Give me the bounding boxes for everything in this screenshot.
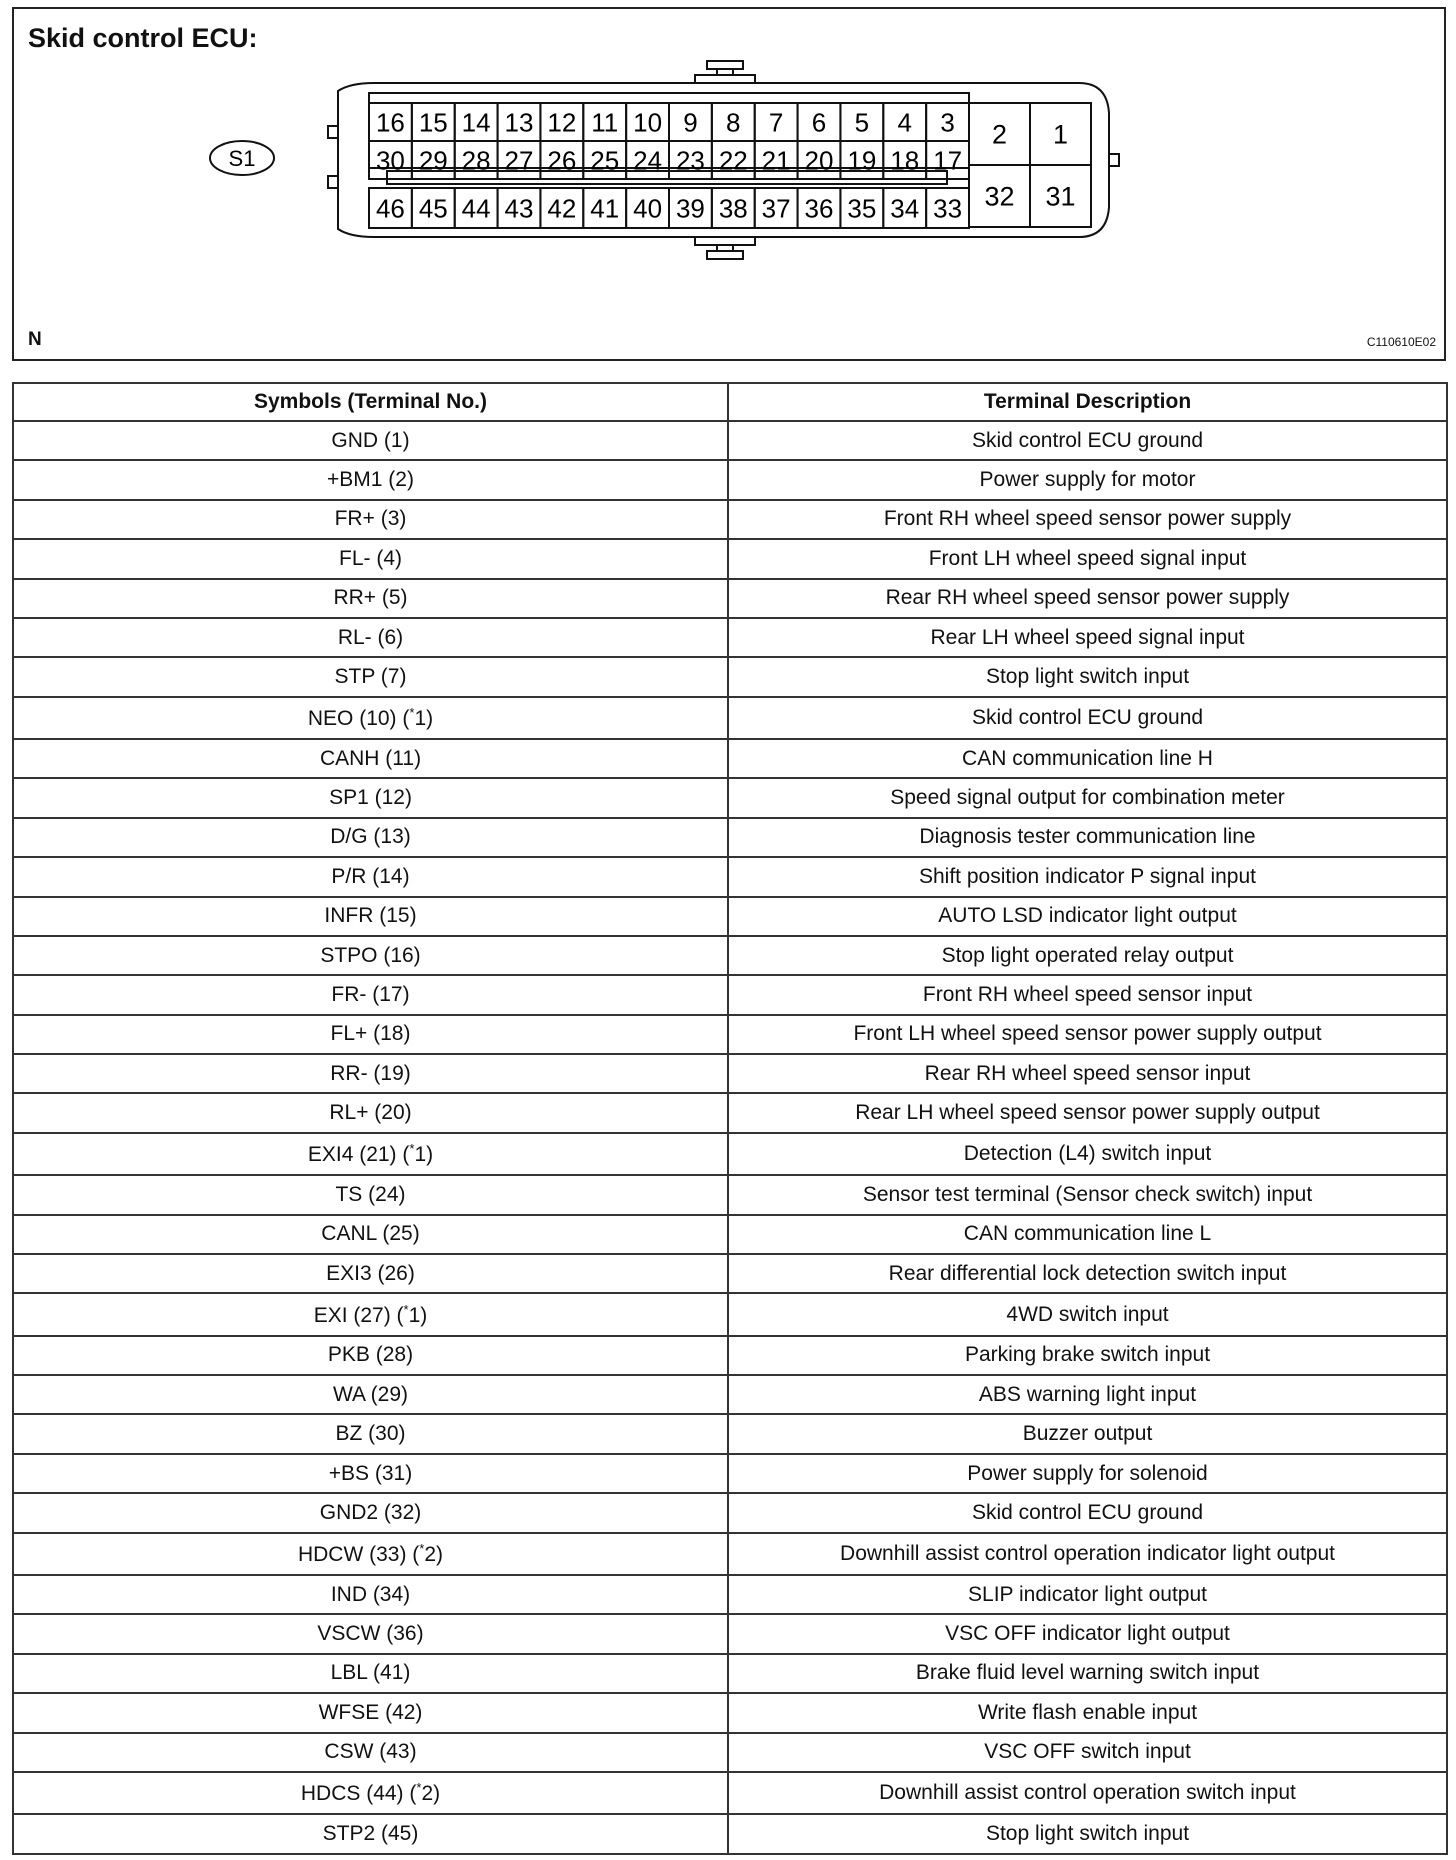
symbol-text: HDCW (33) ( — [297, 1542, 420, 1566]
figure-corner-label: N — [28, 329, 42, 350]
pin-number: 16 — [375, 107, 405, 138]
note-asterisk: * — [403, 1301, 409, 1317]
terminal-symbol — [13, 657, 728, 696]
terminal-description: Power supply for solenoid — [728, 1454, 1447, 1493]
terminal-description: Stop light operated relay output — [728, 936, 1447, 975]
terminal-symbol — [13, 500, 728, 539]
terminal-description: Front LH wheel speed signal input — [728, 539, 1447, 578]
table-row — [13, 421, 1447, 460]
symbol-text: FR- (17) — [331, 982, 410, 1006]
figure-code: C110610E02 — [1366, 335, 1436, 349]
table-row — [13, 1454, 1447, 1493]
symbol-text: LBL (41) — [330, 1661, 411, 1685]
terminal-symbol — [13, 778, 728, 817]
terminal-description: CAN communication line L — [728, 1215, 1447, 1254]
symbol-text: IND (34) — [330, 1582, 411, 1606]
terminal-symbol — [13, 1733, 728, 1772]
symbol-text: RL+ (20) — [329, 1101, 412, 1125]
symbol-text: FR+ (3) — [334, 507, 407, 531]
pin-number: 22 — [718, 145, 748, 176]
terminal-symbol — [13, 936, 728, 975]
terminal-symbol — [13, 1336, 728, 1375]
note-close-paren: ) — [433, 1782, 441, 1806]
terminal-symbol — [13, 1293, 728, 1335]
pin-number: 45 — [418, 193, 448, 224]
pin-number: 21 — [761, 145, 791, 176]
pin-number: 35 — [847, 193, 877, 224]
pin-number: 33 — [933, 193, 963, 224]
table-row — [13, 579, 1447, 618]
symbol-text: EXI3 (26) — [326, 1261, 415, 1285]
pin-number: 44 — [461, 193, 491, 224]
terminal-symbol — [13, 1493, 728, 1532]
table-row — [13, 739, 1447, 778]
pin-number: 14 — [461, 107, 491, 138]
table-row — [13, 1375, 1447, 1414]
terminal-description: Skid control ECU ground — [728, 421, 1447, 460]
terminal-description: Rear RH wheel speed sensor input — [728, 1054, 1447, 1093]
pin-number: 28 — [461, 145, 491, 176]
symbol-text: STP (7) — [334, 664, 407, 688]
terminal-description: Parking brake switch input — [728, 1336, 1447, 1375]
terminal-description: Front RH wheel speed sensor power supply — [728, 500, 1447, 539]
symbol-text: GND (1) — [331, 428, 410, 452]
terminal-description: VSC OFF switch input — [728, 1733, 1447, 1772]
terminal-symbol — [13, 1814, 728, 1854]
terminal-description: Write flash enable input — [728, 1693, 1447, 1732]
connector-figure — [12, 7, 1446, 361]
terminal-symbol — [13, 1015, 728, 1054]
symbol-text: RL- (6) — [337, 625, 404, 649]
pin-number: 27 — [504, 145, 534, 176]
terminal-description: Rear LH wheel speed sensor power supply output — [728, 1093, 1447, 1132]
table-row — [13, 1015, 1447, 1054]
pin-number: 20 — [804, 145, 834, 176]
terminal-symbol — [13, 1093, 728, 1132]
table-row — [13, 1614, 1447, 1653]
terminal-description: Stop light switch input — [728, 1814, 1447, 1854]
table-row — [13, 1054, 1447, 1093]
terminal-description: Front RH wheel speed sensor input — [728, 975, 1447, 1014]
terminal-symbol — [13, 1772, 728, 1814]
pin-number: 46 — [375, 193, 405, 224]
note-number: 1 — [414, 706, 427, 730]
terminal-description: ABS warning light input — [728, 1375, 1447, 1414]
pin-block-large — [969, 103, 1091, 227]
symbol-text: RR- (19) — [330, 1061, 411, 1085]
symbol-text: FL- (4) — [339, 546, 402, 570]
terminal-symbol — [13, 1175, 728, 1214]
terminal-symbol — [13, 1254, 728, 1293]
terminal-symbol — [13, 1375, 728, 1414]
terminal-symbol — [13, 539, 728, 578]
table-row — [13, 818, 1447, 857]
terminal-symbol — [13, 1614, 728, 1653]
pin-number: 39 — [675, 193, 705, 224]
terminal-description: Brake fluid level warning switch input — [728, 1654, 1447, 1693]
terminal-description: Downhill assist control operation switch input — [728, 1772, 1447, 1814]
symbol-text: EXI (27) ( — [313, 1303, 404, 1327]
terminal-description: AUTO LSD indicator light output — [728, 897, 1447, 936]
terminal-description: Speed signal output for combination meter — [728, 778, 1447, 817]
terminal-description: Power supply for motor — [728, 460, 1447, 499]
pin-number: 10 — [633, 107, 663, 138]
terminal-symbol — [13, 1215, 728, 1254]
terminal-description: Front LH wheel speed sensor power supply output — [728, 1015, 1447, 1054]
terminal-description: 4WD switch input — [728, 1293, 1447, 1335]
table-header-row — [13, 383, 1447, 421]
table-row — [13, 1575, 1447, 1614]
terminal-description: Rear LH wheel speed signal input — [728, 618, 1447, 657]
table-row — [13, 1493, 1447, 1532]
table-row — [13, 1693, 1447, 1732]
symbol-text: TS (24) — [335, 1182, 406, 1206]
symbol-text: D/G (13) — [330, 825, 411, 849]
note-number: 2 — [421, 1782, 434, 1806]
table-row — [13, 1772, 1447, 1814]
table-row — [13, 539, 1447, 578]
pin-row-middle — [369, 141, 969, 179]
terminal-description: CAN communication line H — [728, 739, 1447, 778]
pin-number: 9 — [683, 107, 698, 138]
table-row — [13, 857, 1447, 896]
pin-number: 2 — [991, 119, 1008, 150]
terminal-description: VSC OFF indicator light output — [728, 1614, 1447, 1653]
symbol-text: STPO (16) — [320, 943, 421, 967]
pin-number: 1 — [1052, 119, 1069, 150]
terminal-symbol — [13, 818, 728, 857]
pin-number: 37 — [761, 193, 791, 224]
terminal-symbol — [13, 857, 728, 896]
terminal-symbol — [13, 1693, 728, 1732]
table-row — [13, 1414, 1447, 1453]
table-row — [13, 778, 1447, 817]
symbol-text: NEO (10) ( — [307, 706, 410, 730]
pin-number: 41 — [590, 193, 620, 224]
symbol-text: CSW (43) — [324, 1740, 417, 1764]
table-row — [13, 1175, 1447, 1214]
header-symbols: Symbols (Terminal No.) — [13, 383, 728, 421]
symbol-text: CANH (11) — [319, 746, 422, 770]
pin-number: 19 — [847, 145, 877, 176]
terminal-symbol — [13, 1454, 728, 1493]
pin-number: 25 — [590, 145, 620, 176]
note-close-paren: ) — [420, 1303, 428, 1327]
pin-number: 42 — [547, 193, 577, 224]
symbol-text: CANL (25) — [321, 1222, 420, 1246]
note-close-paren: ) — [426, 706, 434, 730]
note-close-paren: ) — [436, 1542, 444, 1566]
table-row — [13, 697, 1447, 739]
terminal-description: Rear RH wheel speed sensor power supply — [728, 579, 1447, 618]
table-body — [13, 421, 1447, 1854]
symbol-text: WFSE (42) — [318, 1700, 423, 1724]
pin-number: 7 — [768, 107, 784, 138]
table-row — [13, 618, 1447, 657]
table-row — [13, 1215, 1447, 1254]
left-tab-upper — [328, 126, 338, 138]
table-row — [13, 897, 1447, 936]
terminal-description: Buzzer output — [728, 1414, 1447, 1453]
terminal-symbol — [13, 1575, 728, 1614]
pin-number: 24 — [633, 145, 663, 176]
table-row — [13, 975, 1447, 1014]
bottom-lock-tab — [695, 237, 755, 259]
terminal-symbol — [13, 1054, 728, 1093]
terminal-symbol — [13, 1414, 728, 1453]
terminal-description: Stop light switch input — [728, 657, 1447, 696]
top-lock-tab — [695, 61, 755, 83]
connector-label: S1 — [228, 146, 256, 171]
terminal-description: Detection (L4) switch input — [728, 1133, 1447, 1175]
symbol-text: SP1 (12) — [329, 786, 412, 810]
connector-diagram — [14, 9, 1444, 359]
pin-number: 31 — [1045, 181, 1076, 212]
symbol-text: +BM1 (2) — [327, 468, 414, 492]
note-asterisk: * — [409, 1140, 415, 1156]
symbol-text: P/R (14) — [331, 864, 410, 888]
pin-number: 6 — [811, 107, 827, 138]
terminal-symbol — [13, 1533, 728, 1575]
pin-number: 13 — [504, 107, 534, 138]
note-close-paren: ) — [426, 1142, 434, 1166]
table-row — [13, 1254, 1447, 1293]
terminal-symbol — [13, 618, 728, 657]
symbol-text: FL+ (18) — [330, 1022, 411, 1046]
table-row — [13, 1336, 1447, 1375]
table-row — [13, 657, 1447, 696]
pin-number: 12 — [547, 107, 577, 138]
symbol-text: PKB (28) — [327, 1343, 414, 1367]
terminal-symbol — [13, 739, 728, 778]
pin-row-top — [369, 103, 969, 141]
symbol-text: WA (29) — [332, 1382, 409, 1406]
terminal-description: Diagnosis tester communication line — [728, 818, 1447, 857]
terminal-symbol — [13, 1133, 728, 1175]
pin-row-bottom — [369, 188, 969, 228]
pin-number: 5 — [854, 107, 870, 138]
table-row — [13, 1133, 1447, 1175]
table-row — [13, 936, 1447, 975]
symbol-text: VSCW (36) — [317, 1622, 424, 1646]
terminal-symbol — [13, 421, 728, 460]
pin-number: 18 — [890, 145, 920, 176]
pin-number: 8 — [726, 107, 741, 138]
table-row — [13, 460, 1447, 499]
terminal-symbol — [13, 697, 728, 739]
table-row — [13, 1293, 1447, 1335]
table-row — [13, 1093, 1447, 1132]
pin-number: 23 — [675, 145, 705, 176]
symbol-text: INFR (15) — [324, 904, 417, 928]
symbol-text: +BS (31) — [328, 1461, 413, 1485]
table-row — [13, 1654, 1447, 1693]
pin-number: 32 — [984, 181, 1015, 212]
pin-number: 29 — [418, 145, 448, 176]
pin-number: 3 — [940, 107, 955, 138]
note-asterisk: * — [416, 1780, 422, 1796]
terminal-description: Rear differential lock detection switch input — [728, 1254, 1447, 1293]
terminal-description: SLIP indicator light output — [728, 1575, 1447, 1614]
note-number: 1 — [414, 1142, 427, 1166]
left-tab-lower — [328, 176, 338, 188]
pin-number: 38 — [718, 193, 748, 224]
table-row — [13, 1814, 1447, 1854]
terminal-table — [12, 382, 1448, 1855]
note-number: 1 — [408, 1303, 421, 1327]
terminal-symbol — [13, 579, 728, 618]
terminal-symbol — [13, 1654, 728, 1693]
symbol-text: EXI4 (21) ( — [307, 1142, 410, 1166]
table-row — [13, 500, 1447, 539]
pin-number: 43 — [504, 193, 534, 224]
pin-number: 30 — [375, 145, 405, 176]
symbol-text: BZ (30) — [335, 1422, 406, 1446]
pin-number: 40 — [633, 193, 663, 224]
header-description: Terminal Description — [728, 383, 1447, 421]
note-asterisk: * — [419, 1540, 425, 1556]
terminal-description: Skid control ECU ground — [728, 1493, 1447, 1532]
right-tab — [1109, 154, 1119, 166]
symbol-text: RR+ (5) — [333, 586, 408, 610]
symbol-text: HDCS (44) ( — [300, 1782, 417, 1806]
terminal-symbol — [13, 975, 728, 1014]
terminal-description: Downhill assist control operation indicator light output — [728, 1533, 1447, 1575]
terminal-symbol — [13, 897, 728, 936]
pin-number: 17 — [933, 145, 963, 176]
pin-number: 26 — [547, 145, 577, 176]
table-row — [13, 1733, 1447, 1772]
pin-number: 34 — [890, 193, 920, 224]
pin-number: 36 — [804, 193, 834, 224]
terminal-symbol — [13, 460, 728, 499]
pin-number: 15 — [418, 107, 448, 138]
note-number: 2 — [424, 1542, 437, 1566]
note-asterisk: * — [409, 704, 415, 720]
terminal-description: Shift position indicator P signal input — [728, 857, 1447, 896]
figure-title: Skid control ECU: — [28, 23, 258, 53]
symbol-text: GND2 (32) — [319, 1500, 422, 1524]
pin-number: 11 — [591, 107, 619, 138]
terminal-description: Sensor test terminal (Sensor check switch) input — [728, 1175, 1447, 1214]
terminal-description: Skid control ECU ground — [728, 697, 1447, 739]
pin-number: 4 — [897, 107, 912, 138]
table-row — [13, 1533, 1447, 1575]
symbol-text: STP2 (45) — [322, 1822, 419, 1846]
